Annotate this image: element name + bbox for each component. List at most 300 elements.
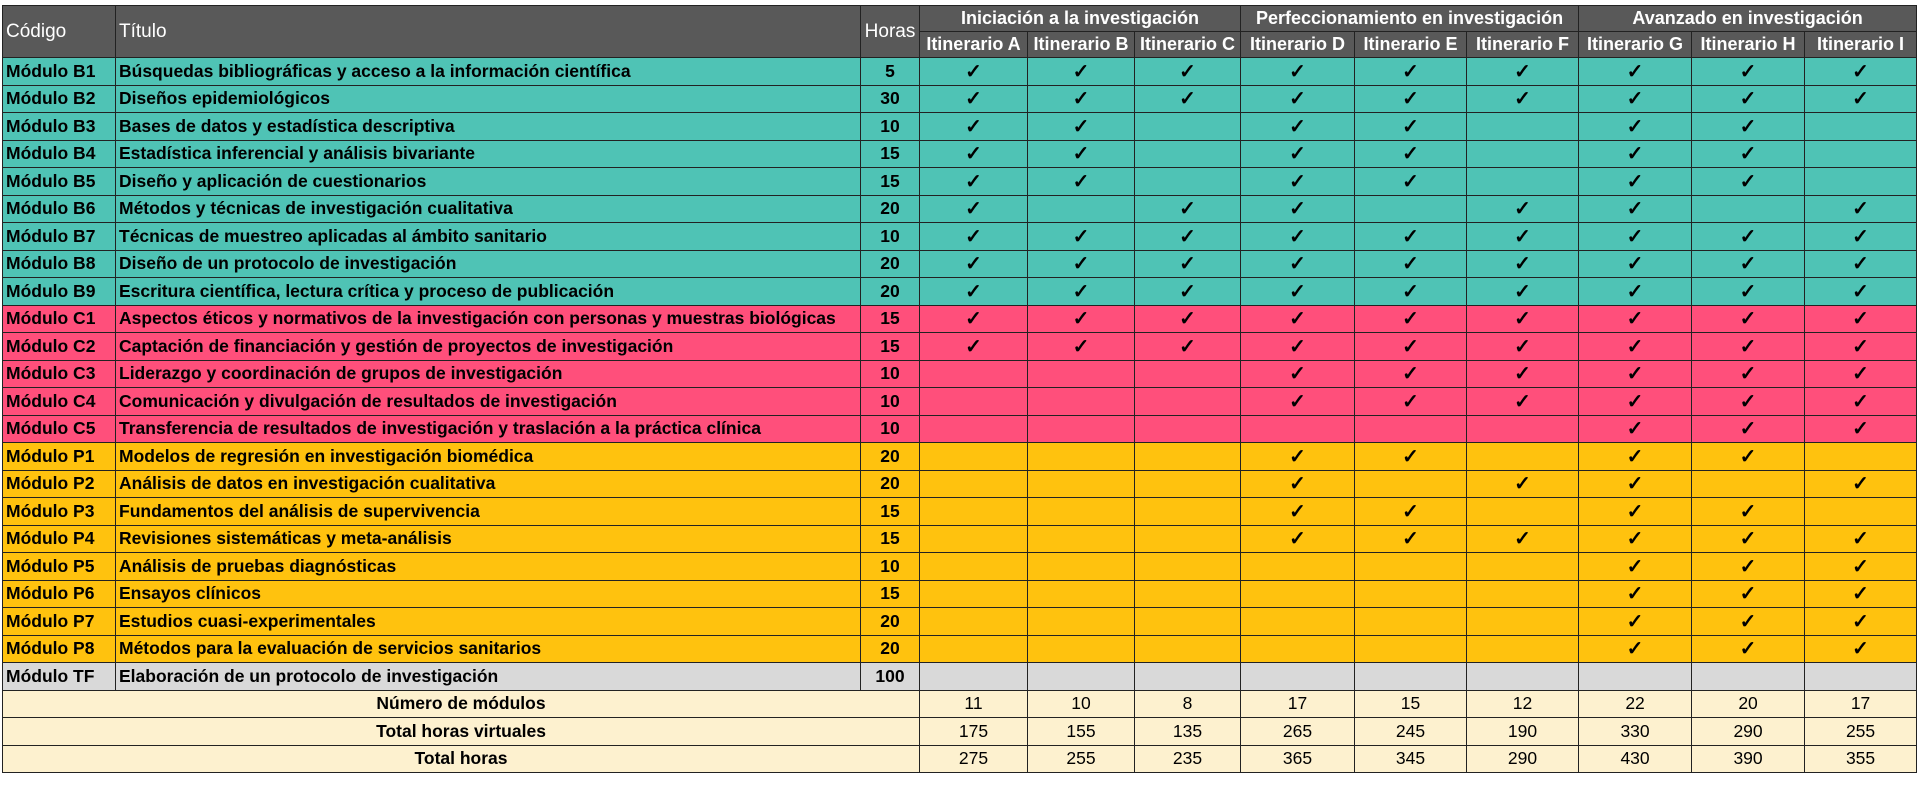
module-hours: 15	[861, 168, 920, 196]
check-icon: ✓	[1135, 223, 1241, 251]
check-icon: ✓	[1241, 525, 1355, 553]
table-row	[3, 85, 1917, 113]
check-icon: ✓	[1692, 58, 1805, 86]
table-row	[3, 553, 1917, 581]
module-title: Estudios cuasi-experimentales	[116, 608, 861, 636]
check-icon: ✓	[1805, 580, 1917, 608]
check-icon: ✓	[1467, 470, 1579, 498]
table-row	[3, 223, 1917, 251]
empty-cell	[1355, 470, 1467, 498]
empty-cell	[1467, 113, 1579, 141]
totals-value: 15	[1355, 690, 1467, 718]
table-row	[3, 635, 1917, 663]
totals-value: 22	[1579, 690, 1692, 718]
empty-cell	[920, 443, 1028, 471]
check-icon: ✓	[1467, 360, 1579, 388]
header-itinerario-i: Itinerario I	[1805, 32, 1917, 58]
totals-value: 355	[1805, 745, 1917, 773]
module-title: Fundamentos del análisis de supervivencia	[116, 498, 861, 526]
empty-cell	[1135, 360, 1241, 388]
check-icon: ✓	[1692, 278, 1805, 306]
check-icon: ✓	[1805, 58, 1917, 86]
check-icon: ✓	[1467, 333, 1579, 361]
table-row	[3, 608, 1917, 636]
check-icon: ✓	[1028, 223, 1135, 251]
check-icon: ✓	[1028, 85, 1135, 113]
check-icon: ✓	[1579, 553, 1692, 581]
empty-cell	[1241, 415, 1355, 443]
empty-cell	[1135, 443, 1241, 471]
empty-cell	[1135, 415, 1241, 443]
module-hours: 15	[861, 580, 920, 608]
empty-cell	[1028, 443, 1135, 471]
check-icon: ✓	[1241, 470, 1355, 498]
header-horas: Horas	[861, 6, 920, 58]
empty-cell	[1028, 470, 1135, 498]
module-hours: 20	[861, 443, 920, 471]
check-icon: ✓	[1692, 223, 1805, 251]
totals-value: 8	[1135, 690, 1241, 718]
table-row	[3, 525, 1917, 553]
check-icon: ✓	[920, 250, 1028, 278]
check-icon: ✓	[1579, 498, 1692, 526]
module-title: Captación de financiación y gestión de proyectos de investigación	[116, 333, 861, 361]
module-code: Módulo P4	[3, 525, 116, 553]
empty-cell	[1805, 113, 1917, 141]
group-header-perfeccionamiento: Perfeccionamiento en investigación	[1241, 6, 1579, 32]
check-icon: ✓	[1467, 195, 1579, 223]
check-icon: ✓	[1805, 608, 1917, 636]
module-code: Módulo B7	[3, 223, 116, 251]
check-icon: ✓	[1355, 113, 1467, 141]
module-hours: 10	[861, 113, 920, 141]
check-icon: ✓	[1028, 140, 1135, 168]
check-icon: ✓	[1692, 498, 1805, 526]
module-hours: 10	[861, 360, 920, 388]
module-hours: 15	[861, 525, 920, 553]
check-icon: ✓	[1579, 415, 1692, 443]
empty-cell	[1467, 140, 1579, 168]
table-row	[3, 443, 1917, 471]
module-code: Módulo B1	[3, 58, 116, 86]
check-icon: ✓	[1355, 443, 1467, 471]
totals-value: 430	[1579, 745, 1692, 773]
table-row	[3, 305, 1917, 333]
check-icon: ✓	[1805, 195, 1917, 223]
module-title: Métodos y técnicas de investigación cualitativa	[116, 195, 861, 223]
empty-cell	[1355, 608, 1467, 636]
check-icon: ✓	[1028, 333, 1135, 361]
empty-cell	[1135, 470, 1241, 498]
module-hours: 20	[861, 470, 920, 498]
empty-cell	[920, 580, 1028, 608]
empty-cell	[1692, 470, 1805, 498]
module-title: Análisis de datos en investigación cualitativa	[116, 470, 861, 498]
check-icon: ✓	[1467, 278, 1579, 306]
check-icon: ✓	[1579, 470, 1692, 498]
check-icon: ✓	[1355, 278, 1467, 306]
check-icon: ✓	[1692, 140, 1805, 168]
totals-value: 390	[1692, 745, 1805, 773]
module-hours: 10	[861, 223, 920, 251]
check-icon: ✓	[1692, 580, 1805, 608]
empty-cell	[1805, 443, 1917, 471]
totals-row	[3, 718, 1917, 746]
empty-cell	[1135, 663, 1241, 691]
empty-cell	[1135, 525, 1241, 553]
check-icon: ✓	[1241, 360, 1355, 388]
table-row	[3, 470, 1917, 498]
check-icon: ✓	[1467, 305, 1579, 333]
totals-value: 20	[1692, 690, 1805, 718]
totals-value: 235	[1135, 745, 1241, 773]
check-icon: ✓	[1692, 608, 1805, 636]
group-header-iniciacion: Iniciación a la investigación	[920, 6, 1241, 32]
check-icon: ✓	[1579, 58, 1692, 86]
check-icon: ✓	[1805, 85, 1917, 113]
empty-cell	[1579, 663, 1692, 691]
table-row	[3, 113, 1917, 141]
empty-cell	[1467, 663, 1579, 691]
check-icon: ✓	[1355, 498, 1467, 526]
module-hours: 10	[861, 553, 920, 581]
module-hours: 20	[861, 250, 920, 278]
module-code: Módulo P7	[3, 608, 116, 636]
totals-label: Total horas	[3, 745, 920, 773]
check-icon: ✓	[1355, 305, 1467, 333]
empty-cell	[920, 470, 1028, 498]
empty-cell	[920, 525, 1028, 553]
module-code: Módulo B8	[3, 250, 116, 278]
empty-cell	[1355, 415, 1467, 443]
check-icon: ✓	[1692, 360, 1805, 388]
check-icon: ✓	[1241, 168, 1355, 196]
table-row	[3, 333, 1917, 361]
empty-cell	[1467, 635, 1579, 663]
check-icon: ✓	[1241, 498, 1355, 526]
totals-value: 190	[1467, 718, 1579, 746]
table-row	[3, 250, 1917, 278]
empty-cell	[1692, 663, 1805, 691]
check-icon: ✓	[920, 195, 1028, 223]
table-row	[3, 663, 1917, 691]
module-hours: 20	[861, 608, 920, 636]
totals-value: 17	[1805, 690, 1917, 718]
check-icon: ✓	[1355, 525, 1467, 553]
module-rows	[3, 58, 1917, 691]
check-icon: ✓	[1805, 250, 1917, 278]
check-icon: ✓	[1135, 278, 1241, 306]
empty-cell	[1028, 635, 1135, 663]
check-icon: ✓	[1355, 388, 1467, 416]
check-icon: ✓	[1135, 305, 1241, 333]
check-icon: ✓	[1135, 250, 1241, 278]
header-codigo: Código	[3, 6, 116, 58]
check-icon: ✓	[1579, 635, 1692, 663]
module-hours: 15	[861, 333, 920, 361]
check-icon: ✓	[1579, 608, 1692, 636]
module-title: Diseños epidemiológicos	[116, 85, 861, 113]
check-icon: ✓	[1467, 525, 1579, 553]
check-icon: ✓	[1355, 58, 1467, 86]
totals-value: 255	[1805, 718, 1917, 746]
check-icon: ✓	[920, 278, 1028, 306]
totals-value: 275	[920, 745, 1028, 773]
check-icon: ✓	[1241, 333, 1355, 361]
check-icon: ✓	[1135, 333, 1241, 361]
module-code: Módulo C2	[3, 333, 116, 361]
module-code: Módulo P5	[3, 553, 116, 581]
table-row	[3, 580, 1917, 608]
module-code: Módulo B2	[3, 85, 116, 113]
check-icon: ✓	[920, 223, 1028, 251]
check-icon: ✓	[1028, 58, 1135, 86]
empty-cell	[920, 553, 1028, 581]
totals-value: 290	[1692, 718, 1805, 746]
check-icon: ✓	[1241, 195, 1355, 223]
check-icon: ✓	[1467, 388, 1579, 416]
check-icon: ✓	[1241, 388, 1355, 416]
module-hours: 20	[861, 635, 920, 663]
empty-cell	[920, 360, 1028, 388]
check-icon: ✓	[1692, 305, 1805, 333]
module-title: Liderazgo y coordinación de grupos de investigación	[116, 360, 861, 388]
check-icon: ✓	[1135, 195, 1241, 223]
empty-cell	[1467, 168, 1579, 196]
empty-cell	[1355, 580, 1467, 608]
module-title: Análisis de pruebas diagnósticas	[116, 553, 861, 581]
check-icon: ✓	[1805, 223, 1917, 251]
check-icon: ✓	[1241, 140, 1355, 168]
module-code: Módulo P8	[3, 635, 116, 663]
totals-value: 17	[1241, 690, 1355, 718]
check-icon: ✓	[1241, 443, 1355, 471]
check-icon: ✓	[920, 113, 1028, 141]
check-icon: ✓	[1241, 278, 1355, 306]
check-icon: ✓	[920, 58, 1028, 86]
check-icon: ✓	[920, 140, 1028, 168]
empty-cell	[1135, 113, 1241, 141]
empty-cell	[1805, 498, 1917, 526]
module-code: Módulo TF	[3, 663, 116, 691]
check-icon: ✓	[1579, 360, 1692, 388]
group-header-avanzado: Avanzado en investigación	[1579, 6, 1917, 32]
empty-cell	[1805, 140, 1917, 168]
check-icon: ✓	[1579, 443, 1692, 471]
check-icon: ✓	[1355, 85, 1467, 113]
header-titulo: Título	[116, 6, 861, 58]
check-icon: ✓	[1805, 388, 1917, 416]
empty-cell	[1355, 553, 1467, 581]
check-icon: ✓	[1467, 223, 1579, 251]
table-row	[3, 58, 1917, 86]
module-title: Comunicación y divulgación de resultados de investigación	[116, 388, 861, 416]
check-icon: ✓	[1579, 278, 1692, 306]
check-icon: ✓	[1028, 113, 1135, 141]
module-code: Módulo B5	[3, 168, 116, 196]
module-code: Módulo C5	[3, 415, 116, 443]
itinerary-table	[2, 5, 1917, 773]
table-row	[3, 498, 1917, 526]
totals-value: 365	[1241, 745, 1355, 773]
check-icon: ✓	[1355, 140, 1467, 168]
empty-cell	[1467, 580, 1579, 608]
empty-cell	[920, 635, 1028, 663]
table-header	[3, 6, 1917, 58]
module-title: Transferencia de resultados de investigación y traslación a la práctica clínica	[116, 415, 861, 443]
header-itinerario-c: Itinerario C	[1135, 32, 1241, 58]
module-title: Técnicas de muestreo aplicadas al ámbito sanitario	[116, 223, 861, 251]
check-icon: ✓	[1241, 223, 1355, 251]
check-icon: ✓	[1028, 168, 1135, 196]
check-icon: ✓	[1692, 333, 1805, 361]
header-itinerario-h: Itinerario H	[1692, 32, 1805, 58]
module-code: Módulo P1	[3, 443, 116, 471]
module-title: Bases de datos y estadística descriptiva	[116, 113, 861, 141]
empty-cell	[1135, 580, 1241, 608]
check-icon: ✓	[1805, 278, 1917, 306]
check-icon: ✓	[1579, 223, 1692, 251]
check-icon: ✓	[1692, 250, 1805, 278]
check-icon: ✓	[1692, 443, 1805, 471]
module-code: Módulo B6	[3, 195, 116, 223]
check-icon: ✓	[1579, 140, 1692, 168]
header-itinerario-a: Itinerario A	[920, 32, 1028, 58]
check-icon: ✓	[1579, 580, 1692, 608]
check-icon: ✓	[1692, 388, 1805, 416]
check-icon: ✓	[1579, 305, 1692, 333]
empty-cell	[1467, 415, 1579, 443]
module-title: Estadística inferencial y análisis bivariante	[116, 140, 861, 168]
empty-cell	[1028, 388, 1135, 416]
empty-cell	[1467, 498, 1579, 526]
check-icon: ✓	[1579, 168, 1692, 196]
check-icon: ✓	[1355, 250, 1467, 278]
module-code: Módulo C4	[3, 388, 116, 416]
empty-cell	[1241, 608, 1355, 636]
empty-cell	[1028, 580, 1135, 608]
empty-cell	[1028, 360, 1135, 388]
check-icon: ✓	[1028, 305, 1135, 333]
module-hours: 30	[861, 85, 920, 113]
header-itinerario-d: Itinerario D	[1241, 32, 1355, 58]
check-icon: ✓	[1355, 360, 1467, 388]
module-title: Ensayos clínicos	[116, 580, 861, 608]
empty-cell	[1805, 663, 1917, 691]
empty-cell	[1028, 415, 1135, 443]
empty-cell	[1241, 635, 1355, 663]
module-title: Búsquedas bibliográficas y acceso a la información científica	[116, 58, 861, 86]
totals-value: 155	[1028, 718, 1135, 746]
empty-cell	[1028, 663, 1135, 691]
check-icon: ✓	[1692, 553, 1805, 581]
empty-cell	[1241, 580, 1355, 608]
header-itinerario-g: Itinerario G	[1579, 32, 1692, 58]
empty-cell	[1241, 553, 1355, 581]
table-row	[3, 360, 1917, 388]
totals-value: 345	[1355, 745, 1467, 773]
check-icon: ✓	[1805, 525, 1917, 553]
check-icon: ✓	[1241, 305, 1355, 333]
table-row	[3, 278, 1917, 306]
totals-value: 12	[1467, 690, 1579, 718]
check-icon: ✓	[1692, 113, 1805, 141]
header-itinerario-f: Itinerario F	[1467, 32, 1579, 58]
check-icon: ✓	[1805, 470, 1917, 498]
totals-value: 290	[1467, 745, 1579, 773]
empty-cell	[920, 388, 1028, 416]
check-icon: ✓	[1692, 85, 1805, 113]
check-icon: ✓	[1355, 333, 1467, 361]
module-hours: 5	[861, 58, 920, 86]
table-row	[3, 168, 1917, 196]
module-hours: 15	[861, 305, 920, 333]
totals-value: 11	[920, 690, 1028, 718]
empty-cell	[1241, 663, 1355, 691]
empty-cell	[1135, 498, 1241, 526]
module-title: Métodos para la evaluación de servicios sanitarios	[116, 635, 861, 663]
check-icon: ✓	[1467, 58, 1579, 86]
check-icon: ✓	[1805, 333, 1917, 361]
check-icon: ✓	[1805, 360, 1917, 388]
table-row	[3, 388, 1917, 416]
totals-value: 175	[920, 718, 1028, 746]
empty-cell	[1692, 195, 1805, 223]
empty-cell	[920, 415, 1028, 443]
module-code: Módulo B4	[3, 140, 116, 168]
check-icon: ✓	[1579, 525, 1692, 553]
empty-cell	[920, 663, 1028, 691]
empty-cell	[1135, 140, 1241, 168]
empty-cell	[1028, 553, 1135, 581]
module-hours: 15	[861, 498, 920, 526]
check-icon: ✓	[920, 85, 1028, 113]
empty-cell	[1135, 553, 1241, 581]
check-icon: ✓	[1579, 113, 1692, 141]
empty-cell	[1028, 525, 1135, 553]
check-icon: ✓	[1241, 58, 1355, 86]
module-hours: 10	[861, 388, 920, 416]
empty-cell	[920, 608, 1028, 636]
module-title: Elaboración de un protocolo de investigación	[116, 663, 861, 691]
totals-value: 245	[1355, 718, 1467, 746]
module-title: Revisiones sistemáticas y meta-análisis	[116, 525, 861, 553]
empty-cell	[1028, 608, 1135, 636]
check-icon: ✓	[1241, 85, 1355, 113]
empty-cell	[1028, 498, 1135, 526]
totals-value: 330	[1579, 718, 1692, 746]
check-icon: ✓	[1805, 305, 1917, 333]
empty-cell	[1135, 608, 1241, 636]
check-icon: ✓	[1355, 168, 1467, 196]
empty-cell	[1135, 635, 1241, 663]
check-icon: ✓	[1579, 250, 1692, 278]
module-code: Módulo B9	[3, 278, 116, 306]
module-code: Módulo B3	[3, 113, 116, 141]
totals-value: 255	[1028, 745, 1135, 773]
totals-value: 10	[1028, 690, 1135, 718]
check-icon: ✓	[1135, 85, 1241, 113]
check-icon: ✓	[1579, 388, 1692, 416]
table-row	[3, 140, 1917, 168]
check-icon: ✓	[1579, 333, 1692, 361]
module-title: Diseño de un protocolo de investigación	[116, 250, 861, 278]
check-icon: ✓	[1579, 85, 1692, 113]
check-icon: ✓	[920, 333, 1028, 361]
empty-cell	[1135, 388, 1241, 416]
module-code: Módulo C3	[3, 360, 116, 388]
check-icon: ✓	[1692, 168, 1805, 196]
